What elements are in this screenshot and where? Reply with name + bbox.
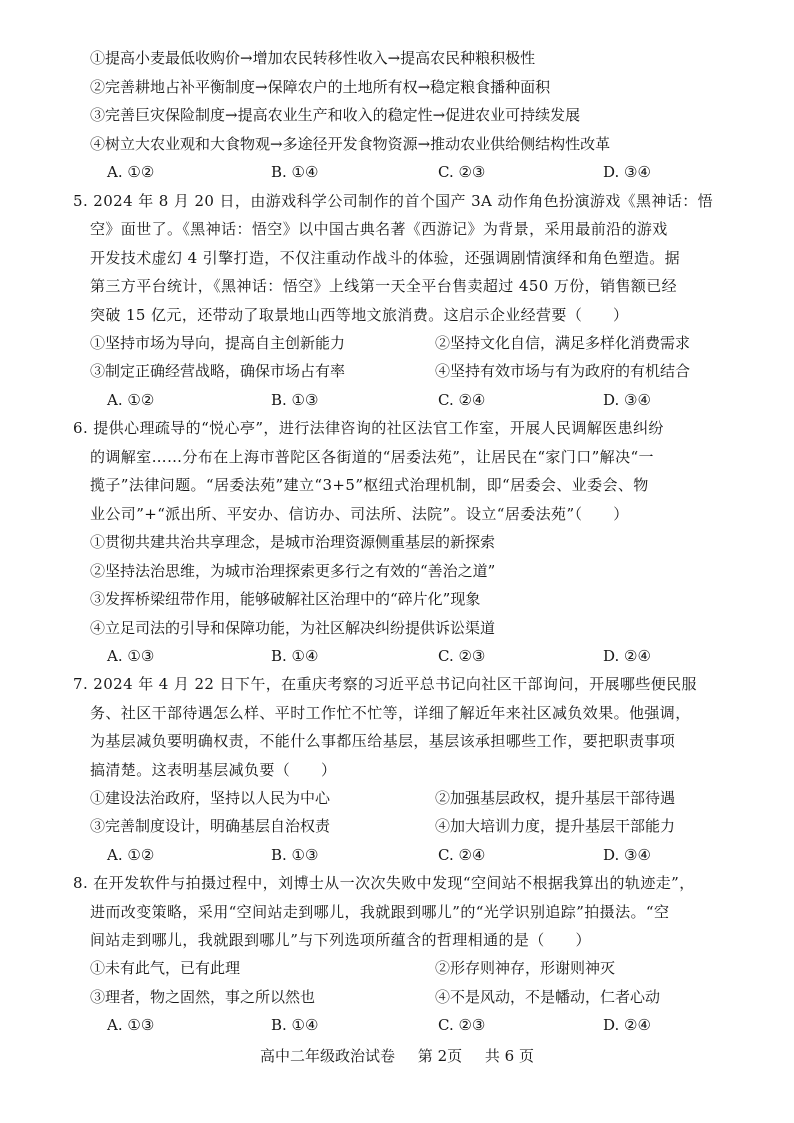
q4-choice-d: D. ③④ [603, 163, 651, 181]
q8-stem-line: 8. 在开发软件与拍摄过程中，刘博士从一次次失败中发现“空间站不根据我算出的轨迹走”， [73, 874, 695, 892]
q8-stem-line: 间站走到哪儿，我就跟到哪儿”与下列选项所蕴含的哲理相通的是（ ） [90, 931, 591, 949]
q7-choice-a: A. ①② [107, 846, 155, 864]
q5-choice-c: C. ②④ [438, 391, 486, 409]
q5-stem-line: 第三方平台统计，《黑神话：悟空》上线第一天全平台售卖超过 450 万份，销售额已经 [90, 277, 678, 295]
q8-item-1: ①未有此气，已有此理 [90, 959, 241, 977]
q6-stem-line: 业公司”+“派出所、平安办、信访办、司法所、法院”。设立“居委法苑”（ ） [90, 505, 629, 523]
q5-choice-d: D. ③④ [603, 391, 651, 409]
q7-stem-line: 务、社区干部待遇怎么样、平时工作忙不忙等，详细了解近年来社区减负效果。他强调， [90, 704, 691, 722]
q7-stem-line: 为基层减负要明确权责，不能什么事都压给基层，基层该承担哪些工作，要把职责事项 [90, 732, 676, 750]
q6-item-3: ③发挥桥梁纽带作用，能够破解社区治理中的“碎片化”现象 [90, 590, 481, 608]
q8-item-2: ②形存则神存，形谢则神灭 [435, 959, 616, 977]
page-footer [0, 1045, 794, 1066]
q6-item-1: ①贯彻共建共治共享理念，是城市治理资源侧重基层的新探索 [90, 533, 496, 551]
q4-choice-b: B. ①④ [271, 163, 319, 181]
footer-total-pages: 共 6 页 [484, 1047, 534, 1065]
q8-stem-line: 进而改变策略，采用“空间站走到哪儿，我就跟到哪儿”的“光学识别追踪”拍摄法。“空 [90, 903, 670, 921]
q4-item-1: ①提高小麦最低收购价→增加农民转移性收入→提高农民种粮积极性 [90, 49, 536, 67]
q5-item-3: ③制定正确经营战略，确保市场占有率 [90, 362, 346, 380]
q4-item-2: ②完善耕地占补平衡制度→保障农户的土地所有权→稳定粮食播种面积 [90, 78, 551, 96]
q7-choice-d: D. ③④ [603, 846, 651, 864]
q5-stem-line: 开发技术虚幻 4 引擎打造，不仅注重动作战斗的体验，还强调剧情演绎和角色塑造。据 [90, 249, 681, 267]
q6-item-2: ②坚持法治思维，为城市治理探索更多行之有效的“善治之道” [90, 562, 496, 580]
q6-choice-a: A. ①③ [107, 647, 155, 665]
q6-stem-line: 揽子”法律问题。“居委法苑”建立“3+5”枢纽式治理机制，即“居委会、业委会、物 [90, 476, 649, 494]
q8-choice-d: D. ②④ [603, 1016, 651, 1034]
q6-choice-d: D. ②④ [603, 647, 651, 665]
footer-exam-title: 高中二年级政治试卷 [260, 1047, 396, 1065]
q4-item-3: ③完善巨灾保险制度→提高农业生产和收入的稳定性→促进农业可持续发展 [90, 106, 581, 124]
q8-choice-b: B. ①④ [271, 1016, 319, 1034]
q5-choice-b: B. ①③ [271, 391, 319, 409]
q5-stem-line: 空》面世了。《黑神话：悟空》以中国古典名著《西游记》为背景，采用最前沿的游戏 [90, 220, 668, 238]
q6-choice-b: B. ①④ [271, 647, 319, 665]
q6-item-4: ④立足司法的引导和保障功能，为社区解决纠纷提供诉讼渠道 [90, 619, 496, 637]
footer-page-number: 第 2页 [417, 1047, 463, 1065]
q8-choice-c: C. ②③ [438, 1016, 486, 1034]
q5-item-1: ①坚持市场为导向，提高自主创新能力 [90, 334, 346, 352]
q5-choice-a: A. ①② [107, 391, 155, 409]
q7-stem-line: 7. 2024 年 4 月 22 日下午，在重庆考察的习近平总书记向社区干部询问，开展哪些便民服 [73, 675, 697, 693]
q5-stem-line: 突破 15 亿元，还带动了取景地山西等地文旅消费。这启示企业经营要（ ） [90, 306, 629, 324]
q7-choice-c: C. ②④ [438, 846, 486, 864]
q7-stem-line: 搞清楚。这表明基层减负要（ ） [90, 761, 337, 779]
q5-stem-line: 5. 2024 年 8 月 20 日，由游戏科学公司制作的首个国产 3A 动作角色扮演游戏《黑神话：悟 [73, 192, 714, 210]
q6-choice-c: C. ②③ [438, 647, 486, 665]
q7-item-4: ④加大培训力度，提升基层干部能力 [435, 817, 676, 835]
q6-stem-line: 6. 提供心理疏导的“悦心亭”，进行法律咨询的社区法官工作室，开展人民调解医患纠纷 [73, 419, 664, 437]
q5-item-2: ②坚持文化自信，满足多样化消费需求 [435, 334, 691, 352]
q7-item-1: ①建设法治政府，坚持以人民为中心 [90, 789, 331, 807]
q4-choice-c: C. ②③ [438, 163, 486, 181]
q7-item-2: ②加强基层政权，提升基层干部待遇 [435, 789, 676, 807]
q8-item-4: ④不是风动，不是幡动，仁者心动 [435, 988, 661, 1006]
q6-stem-line: 的调解室……分布在上海市普陀区各街道的“居委法苑”，让居民在“家门口”解决“一 [90, 448, 654, 466]
q8-item-3: ③理者，物之固然，事之所以然也 [90, 988, 316, 1006]
q5-item-4: ④坚持有效市场与有为政府的有机结合 [435, 362, 691, 380]
q8-choice-a: A. ①③ [107, 1016, 155, 1034]
q4-choice-a: A. ①② [107, 163, 155, 181]
q7-item-3: ③完善制度设计，明确基层自治权责 [90, 817, 331, 835]
q4-item-4: ④树立大农业观和大食物观→多途径开发食物资源→推动农业供给侧结构性改革 [90, 135, 611, 153]
q7-choice-b: B. ①③ [271, 846, 319, 864]
